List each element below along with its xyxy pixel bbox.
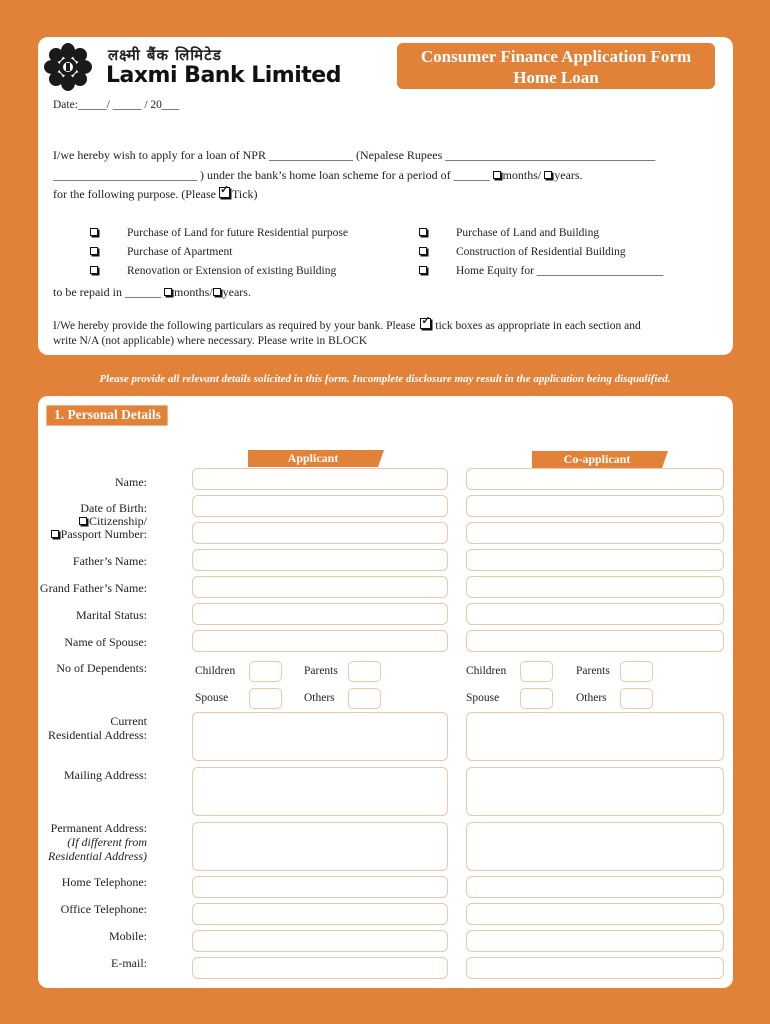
- disclosure-notice: Please provide all relevant details solicited in this form. Incomplete disclosure may result in the application being disqualified.: [99, 373, 671, 385]
- applicant-name-input[interactable]: [192, 468, 448, 490]
- permanent-line3: Residential Address): [48, 849, 147, 863]
- form-subtitle: Home Loan: [513, 68, 599, 87]
- repay-years-checkbox[interactable]: [213, 288, 221, 296]
- applicant-marital-input[interactable]: [192, 603, 448, 625]
- passport-label: [51, 527, 147, 541]
- header-panel: [38, 37, 733, 355]
- marital-label: Marital Status:: [76, 608, 147, 622]
- purpose-checkbox[interactable]: [419, 228, 427, 236]
- purpose-item[interactable]: [419, 265, 429, 277]
- repay-line: [53, 285, 251, 300]
- bank-name-devanagari: लक्ष्मी बैंक लिमिटेड: [108, 46, 222, 64]
- coapplicant-email-input[interactable]: [466, 957, 724, 979]
- grandfather-label: Grand Father’s Name:: [39, 581, 147, 595]
- coapplicant-current-address-input[interactable]: [466, 712, 724, 761]
- permanent-label: [48, 821, 147, 863]
- purpose-item[interactable]: [419, 227, 429, 239]
- applicant-mailing-address-input[interactable]: [192, 767, 448, 816]
- permanent-line2: (If different from: [67, 835, 147, 849]
- repay-months-checkbox[interactable]: [164, 288, 172, 296]
- coapplicant-home-tel-input[interactable]: [466, 876, 724, 898]
- repay-years-label: years.: [222, 285, 251, 299]
- email-label: E-mail:: [111, 956, 147, 970]
- coapplicant-children-label: Children: [466, 665, 507, 677]
- coapplicant-grandfather-input[interactable]: [466, 576, 724, 598]
- purpose-item[interactable]: [90, 227, 100, 239]
- purpose-label: Purchase of Apartment: [127, 246, 233, 258]
- mailing-label: Mailing Address:: [64, 768, 147, 782]
- purpose-checkbox[interactable]: [90, 266, 98, 274]
- repay-months-label: months/: [173, 285, 213, 299]
- citizenship-label: [79, 514, 147, 528]
- instructions-line1: [53, 318, 641, 332]
- instructions-text-a: I/We hereby provide the following particulars as required by your bank. Please: [53, 320, 416, 332]
- coapplicant-permanent-address-input[interactable]: [466, 822, 724, 871]
- purpose-checkbox[interactable]: [90, 228, 98, 236]
- home-tel-label: Home Telephone:: [61, 875, 147, 889]
- citizenship-text: Citizenship/: [89, 514, 147, 528]
- tick-example-icon: [219, 187, 230, 198]
- loan-period-line: [53, 168, 583, 183]
- purpose-checkbox[interactable]: [419, 247, 427, 255]
- bank-name: Laxmi Bank Limited: [106, 63, 341, 88]
- coapplicant-marital-input[interactable]: [466, 603, 724, 625]
- instructions-text-b: tick boxes as appropriate in each section and: [435, 320, 641, 332]
- coapplicant-dob-input[interactable]: [466, 495, 724, 517]
- coapplicant-spouse-input[interactable]: [466, 630, 724, 652]
- citizenship-checkbox[interactable]: [79, 517, 87, 525]
- applicant-children-label: Children: [195, 665, 236, 677]
- years-checkbox[interactable]: [544, 171, 552, 179]
- bank-logo-icon: [44, 43, 92, 91]
- office-tel-label: Office Telephone:: [60, 902, 147, 916]
- purpose-label: Construction of Residential Building: [456, 246, 626, 258]
- applicant-spouse-label: Spouse: [195, 692, 229, 704]
- coapplicant-mobile-input[interactable]: [466, 930, 724, 952]
- tick-example-icon: [420, 318, 431, 329]
- spouse-name-label: Name of Spouse:: [64, 635, 147, 649]
- coapplicant-name-input[interactable]: [466, 468, 724, 490]
- applicant-parents-input[interactable]: [348, 661, 381, 682]
- purpose-intro-text: for the following purpose. (Please: [53, 187, 216, 201]
- purpose-label: Purchase of Land and Building: [456, 227, 600, 239]
- repay-text[interactable]: to be repaid in ______: [53, 285, 161, 299]
- section-title: 1. Personal Details: [46, 405, 168, 426]
- years-label: years.: [554, 168, 583, 182]
- purpose-label[interactable]: Home Equity for ______________________: [456, 265, 664, 277]
- father-label: Father’s Name:: [72, 554, 147, 568]
- permanent-line1: Permanent Address:: [50, 821, 147, 835]
- purpose-label: Purchase of Land for future Residential purpose: [127, 227, 348, 239]
- applicant-others-input[interactable]: [348, 688, 381, 709]
- applicant-grandfather-input[interactable]: [192, 576, 448, 598]
- coapplicant-father-input[interactable]: [466, 549, 724, 571]
- passport-text: Passport Number:: [60, 527, 147, 541]
- dob-label: Date of Birth:: [80, 501, 147, 515]
- form-title: Consumer Finance Application Form: [420, 47, 692, 66]
- applicant-office-tel-input[interactable]: [192, 903, 448, 925]
- coapplicant-mailing-address-input[interactable]: [466, 767, 724, 816]
- passport-checkbox[interactable]: [51, 530, 59, 538]
- date-field[interactable]: Date:_____/ _____ / 20___: [53, 99, 180, 111]
- current-address-line2: Residential Address:: [48, 728, 147, 742]
- coapplicant-spouse-dep-input[interactable]: [520, 688, 553, 709]
- coapplicant-parents-label: Parents: [576, 665, 610, 677]
- applicant-mobile-input[interactable]: [192, 930, 448, 952]
- months-checkbox[interactable]: [493, 171, 501, 179]
- applicant-spouse-input[interactable]: [192, 630, 448, 652]
- coapplicant-office-tel-input[interactable]: [466, 903, 724, 925]
- months-label: months/: [502, 168, 542, 182]
- coapplicant-parents-input[interactable]: [620, 661, 653, 682]
- applicant-home-tel-input[interactable]: [192, 876, 448, 898]
- purpose-intro: [53, 187, 258, 202]
- coapplicant-others-label: Others: [576, 692, 607, 704]
- coapplicant-spouse-label: Spouse: [466, 692, 500, 704]
- applicant-current-address-input[interactable]: [192, 712, 448, 761]
- purpose-item[interactable]: [90, 265, 100, 277]
- coapplicant-children-input[interactable]: [520, 661, 553, 682]
- applicant-others-label: Others: [304, 692, 335, 704]
- instructions-line2: write N/A (not applicable) where necessary. Please write in BLOCK: [53, 335, 368, 347]
- personal-details-panel: [38, 396, 733, 988]
- purpose-checkbox[interactable]: [419, 266, 427, 274]
- coapplicant-header: Co-applicant: [532, 451, 662, 468]
- coapplicant-others-input[interactable]: [620, 688, 653, 709]
- purpose-label: Renovation or Extension of existing Building: [127, 265, 337, 277]
- applicant-header: Applicant: [248, 450, 378, 467]
- mobile-label: Mobile:: [109, 929, 147, 943]
- form-title-box: [397, 43, 715, 89]
- applicant-parents-label: Parents: [304, 665, 338, 677]
- coapplicant-passport-input[interactable]: [466, 522, 724, 544]
- applicant-passport-input[interactable]: [192, 522, 448, 544]
- applicant-dob-input[interactable]: [192, 495, 448, 517]
- applicant-father-input[interactable]: [192, 549, 448, 571]
- applicant-email-input[interactable]: [192, 957, 448, 979]
- name-label: Name:: [115, 475, 147, 489]
- applicant-permanent-address-input[interactable]: [192, 822, 448, 871]
- purpose-item[interactable]: [90, 246, 100, 258]
- loan-amount-line[interactable]: I/we hereby wish to apply for a loan of NPR ______________ (Nepalese Rupees ___________________________________: [53, 148, 656, 162]
- current-address-label: [48, 714, 147, 742]
- current-address-line1: Current: [110, 714, 147, 728]
- dependents-label: No of Dependents:: [56, 661, 147, 675]
- applicant-children-input[interactable]: [249, 661, 282, 682]
- purpose-item[interactable]: [419, 246, 429, 258]
- tick-label: Tick): [231, 187, 258, 201]
- purpose-checkbox[interactable]: [90, 247, 98, 255]
- applicant-spouse-dep-input[interactable]: [249, 688, 282, 709]
- loan-period-text[interactable]: ________________________ ) under the bank’s home loan scheme for a period of ______: [53, 168, 490, 182]
